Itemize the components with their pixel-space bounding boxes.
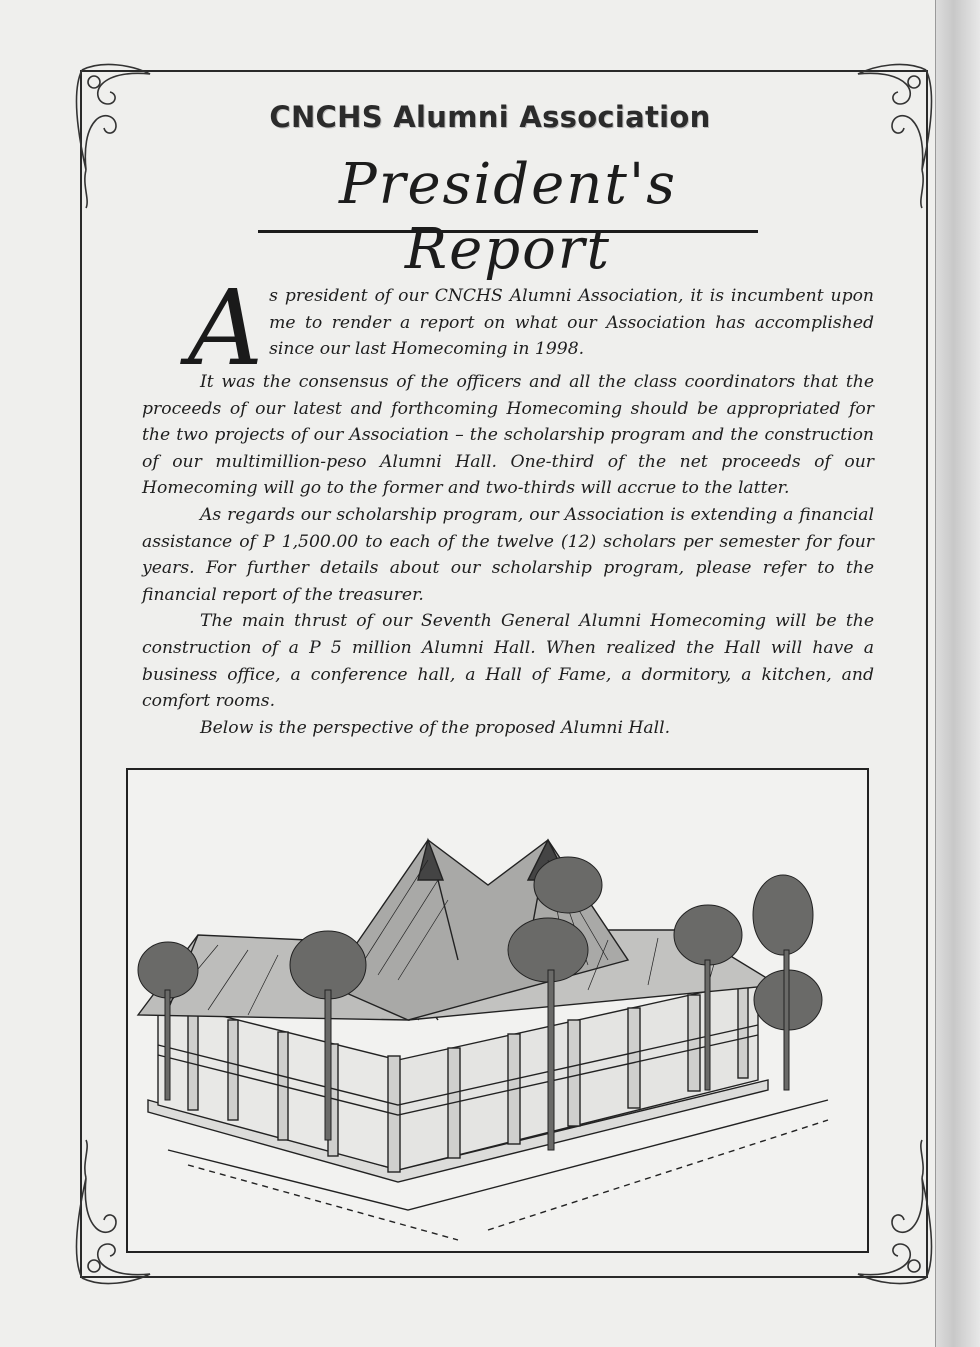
- paragraph-alumni-hall: The main thrust of our Seventh General Alumni Homecoming will be the construction of a P 5 million Alumni Hall. When realized the Hall will have a business office, a conference hall, a Hall of Fame, a dormitory, a kitchen, and comfort rooms.: [142, 611, 874, 712]
- paragraph-scholarship: As regards our scholarship program, our Association is extending a financial assistance of P 1,500.00 to each of the twelve (12) scholars per semester for four years. For further details about our scholarship program, please refer to the financial report of the treasurer.: [142, 504, 874, 605]
- corner-flourish-icon: [72, 60, 162, 210]
- adjacent-page-edge: [935, 0, 980, 1347]
- drop-cap: A: [188, 267, 264, 389]
- report-body: [142, 267, 874, 741]
- corner-flourish-icon: [846, 60, 936, 210]
- report-title: President's Report: [339, 152, 677, 282]
- paragraph-intro: [142, 267, 874, 389]
- paragraph-consensus: It was the consensus of the officers and all the class coordinators that the proceeds of our latest and forthcoming Homecoming should be appropriated for the two projects of our Association – the scholarship program and the construction of our multimillion-peso Alumni Hall. One-third of the net proceeds of our Homecoming will go to the former and two-thirds will accrue to the latter.: [142, 372, 874, 499]
- paragraph-intro-text: s president of our CNCHS Alumni Association, it is incumbent upon me to render a report on what our Association has accomplished since our last Homecoming in 1998.: [269, 286, 874, 360]
- association-heading: CNCHS Alumni Association: [269, 100, 711, 134]
- alumni-hall-perspective-drawing: [128, 770, 867, 1251]
- paragraph-perspective: Below is the perspective of the proposed Alumni Hall.: [200, 717, 671, 738]
- title-underline: [258, 230, 758, 233]
- alumni-hall-drawing: [126, 768, 869, 1253]
